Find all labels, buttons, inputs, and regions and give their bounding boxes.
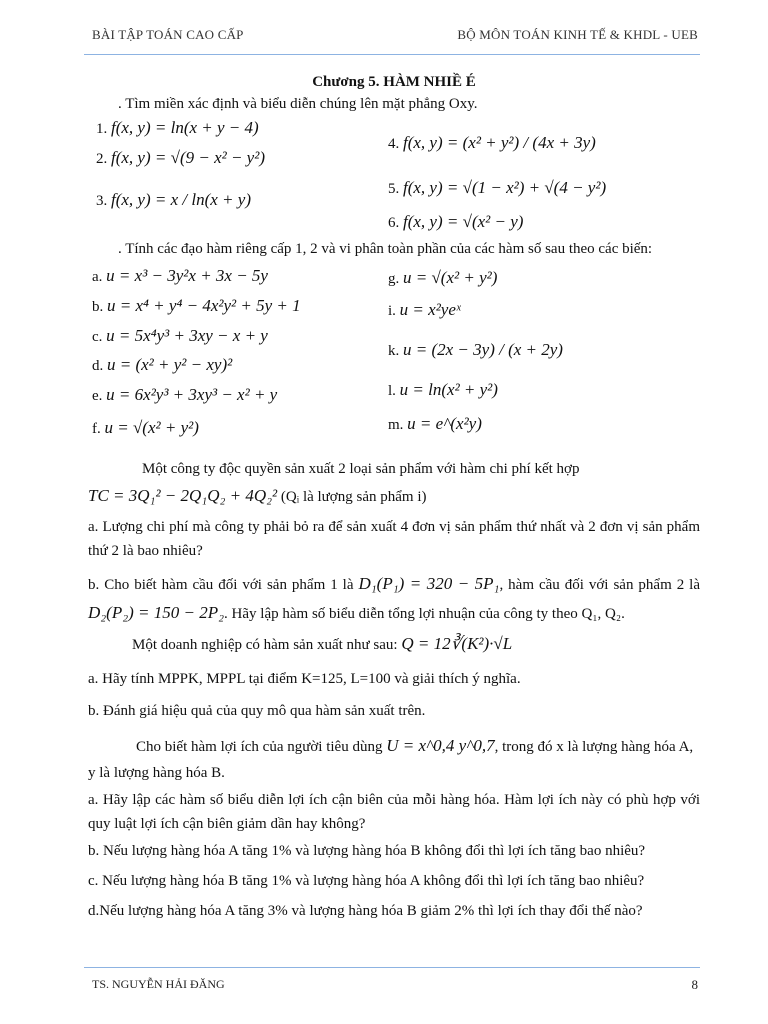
chapter-title: Chương 5. HÀM NHIỀ É	[312, 74, 476, 90]
s1-item-label: 2.	[96, 151, 108, 167]
problem5-b: b. Nếu lượng hàng hóa A tăng 1% và lượng hàng hóa B không đổi thì lợi ích tăng bao nhiêu?	[88, 843, 646, 859]
s2-item-e	[92, 385, 277, 405]
s2-item-m	[388, 414, 482, 434]
s1-item-label: 4.	[388, 136, 400, 152]
problem4-intro-text: Một doanh nghiệp có hàm sản xuất như sau:	[132, 637, 398, 653]
s2-item-formula: u = 6x²y³ + 3xy³ − x² + y	[106, 385, 278, 404]
header-left: BÀI TẬP TOÁN CAO CẤP	[92, 27, 244, 42]
header-rule	[84, 54, 700, 55]
s2-item-label: g.	[388, 271, 400, 287]
s2-item-k	[388, 340, 563, 360]
section1-instruction: . Tìm miền xác định và biểu diễn chúng lên mặt phẳng Oxy.	[118, 96, 478, 112]
s1-item-formula: f(x, y) = x / ln(x + y)	[111, 190, 251, 209]
s2-item-label: k.	[388, 343, 400, 359]
s2-item-formula: u = √(x² + y²)	[104, 418, 199, 437]
s2-item-label: b.	[92, 299, 104, 315]
s2-item-a	[92, 266, 268, 286]
problem3-tc	[88, 484, 700, 509]
s2-item-formula: u = x³ − 3y²x + 3x − 5y	[106, 266, 268, 285]
s2-item-formula: u = √(x² + y²)	[403, 268, 498, 287]
s1-item-formula: f(x, y) = ln(x + y − 4)	[111, 118, 259, 137]
s2-item-f	[92, 418, 199, 438]
s1-item-label: 5.	[388, 181, 400, 197]
problem3-b-text3: . Hãy lập hàm số biểu diễn tổng lợi nhuận của công ty theo Q₁, Q₂.	[224, 606, 625, 622]
s2-item-g	[388, 268, 497, 288]
s2-item-formula: u = 5x⁴y³ + 3xy − x + y	[106, 326, 268, 345]
s1-item-4	[388, 133, 596, 153]
s2-item-label: f.	[92, 421, 101, 437]
s2-item-formula: u = (x² + y² − xy)²	[107, 355, 233, 374]
s1-item-3	[96, 190, 251, 210]
s1-item-label: 6.	[388, 215, 400, 231]
s1-item-label: 3.	[96, 193, 108, 209]
s2-item-label: c.	[92, 329, 103, 345]
s2-item-formula: u = (2x − 3y) / (x + 2y)	[403, 340, 563, 359]
s2-item-formula: u = ln(x² + y²)	[399, 380, 498, 399]
s2-item-label: i.	[388, 303, 396, 319]
tc-formula: TC = 3Q₁² − 2Q₁Q₂ + 4Q₂²	[88, 486, 278, 505]
problem5-c: c. Nếu lượng hàng hóa B tăng 1% và lượng hàng hóa A không đổi thì lợi ích tăng bao nhiêu?	[88, 873, 645, 889]
section2-instruction: . Tính các đạo hàm riêng cấp 1, 2 và vi phân toàn phần của các hàm số sau theo các biến:	[118, 241, 653, 257]
s1-item-formula: f(x, y) = (x² + y²) / (4x + 3y)	[403, 133, 596, 152]
s2-item-d	[92, 355, 232, 375]
s1-item-6	[388, 212, 523, 232]
problem3-intro-text: Một công ty độc quyền sản xuất 2 loại sản phẩm với hàm chi phí kết hợp	[142, 461, 580, 477]
footer-author: TS. NGUYỄN HẢI ĐĂNG	[92, 977, 225, 991]
problem5-intro	[88, 733, 700, 786]
s1-item-2	[96, 148, 265, 168]
s2-item-formula: u = x⁴ + y⁴ − 4x²y² + 5y + 1	[107, 296, 301, 315]
s2-item-label: d.	[92, 358, 104, 374]
page-number: 8	[691, 977, 698, 992]
s1-item-1	[96, 118, 259, 138]
s2-item-b	[92, 296, 301, 316]
q-formula: Q = 12∛(K²)·√L	[401, 634, 513, 653]
s2-item-label: e.	[92, 388, 103, 404]
s1-item-formula: f(x, y) = √(1 − x²) + √(4 − y²)	[403, 178, 607, 197]
u-formula: U = x^0,4 y^0,7	[386, 736, 495, 755]
problem5-intro-text2: , trong đó x là lượng hàng hóa A, y là lượng hàng hóa B.	[88, 739, 694, 781]
problem5-d: d.Nếu lượng hàng hóa A tăng 3% và lượng hàng hóa B giảm 2% thì lợi ích thay đổi thế nào?	[88, 903, 643, 919]
header-right: BỘ MÔN TOÁN KINH TẾ & KHDL - UEB	[457, 27, 698, 42]
s2-item-label: m.	[388, 417, 404, 433]
problem5-a: a. Hãy lập các hàm số biểu diễn lợi ích cận biên của mỗi hàng hóa. Hàm lợi ích này có phù hợp với quy luật lợi ích cận biên giảm dần hay không?	[88, 792, 700, 832]
problem4-a: a. Hãy tính MPPK, MPPL tại điểm K=125, L=100 và giải thích ý nghĩa.	[88, 671, 521, 687]
s1-item-formula: f(x, y) = √(9 − x² − y²)	[111, 148, 265, 167]
s2-item-label: l.	[388, 383, 396, 399]
problem5-intro-text: Cho biết hàm lợi ích của người tiêu dùng	[136, 739, 383, 755]
problem3-b-text2: , hàm cầu đối với sản phẩm 2 là	[499, 577, 701, 593]
s2-item-formula: u = e^(x²y)	[407, 414, 482, 433]
tc-note: (Qᵢ là lượng sản phẩm i)	[280, 489, 427, 505]
s2-item-formula: u = x²yeˣ	[399, 300, 461, 319]
d1-formula: D₁(P₁) = 320 − 5P₁	[358, 574, 500, 593]
d2-formula: D₂(P₂) = 150 − 2P₂	[88, 603, 225, 622]
problem4-b: b. Đánh giá hiệu quả của quy mô qua hàm sản xuất trên.	[88, 703, 426, 719]
problem3-b	[88, 570, 700, 628]
s1-item-label: 1.	[96, 121, 108, 137]
s2-item-l	[388, 380, 498, 400]
problem3-a: a. Lượng chi phí mà công ty phải bỏ ra để sản xuất 4 đơn vị sản phẩm thứ nhất và 2 đơn vị sản phẩm thứ 2 là bao nhiêu?	[88, 519, 700, 559]
problem3-b-text1: b. Cho biết hàm cầu đối với sản phẩm 1 là	[88, 577, 354, 593]
footer-rule	[84, 967, 700, 968]
s2-item-i	[388, 300, 461, 320]
s2-item-c	[92, 326, 268, 346]
s1-item-5	[388, 178, 606, 198]
problem4-intro	[88, 632, 700, 657]
problem3-intro	[88, 457, 700, 481]
s2-item-label: a.	[92, 269, 103, 285]
s1-item-formula: f(x, y) = √(x² − y)	[403, 212, 524, 231]
